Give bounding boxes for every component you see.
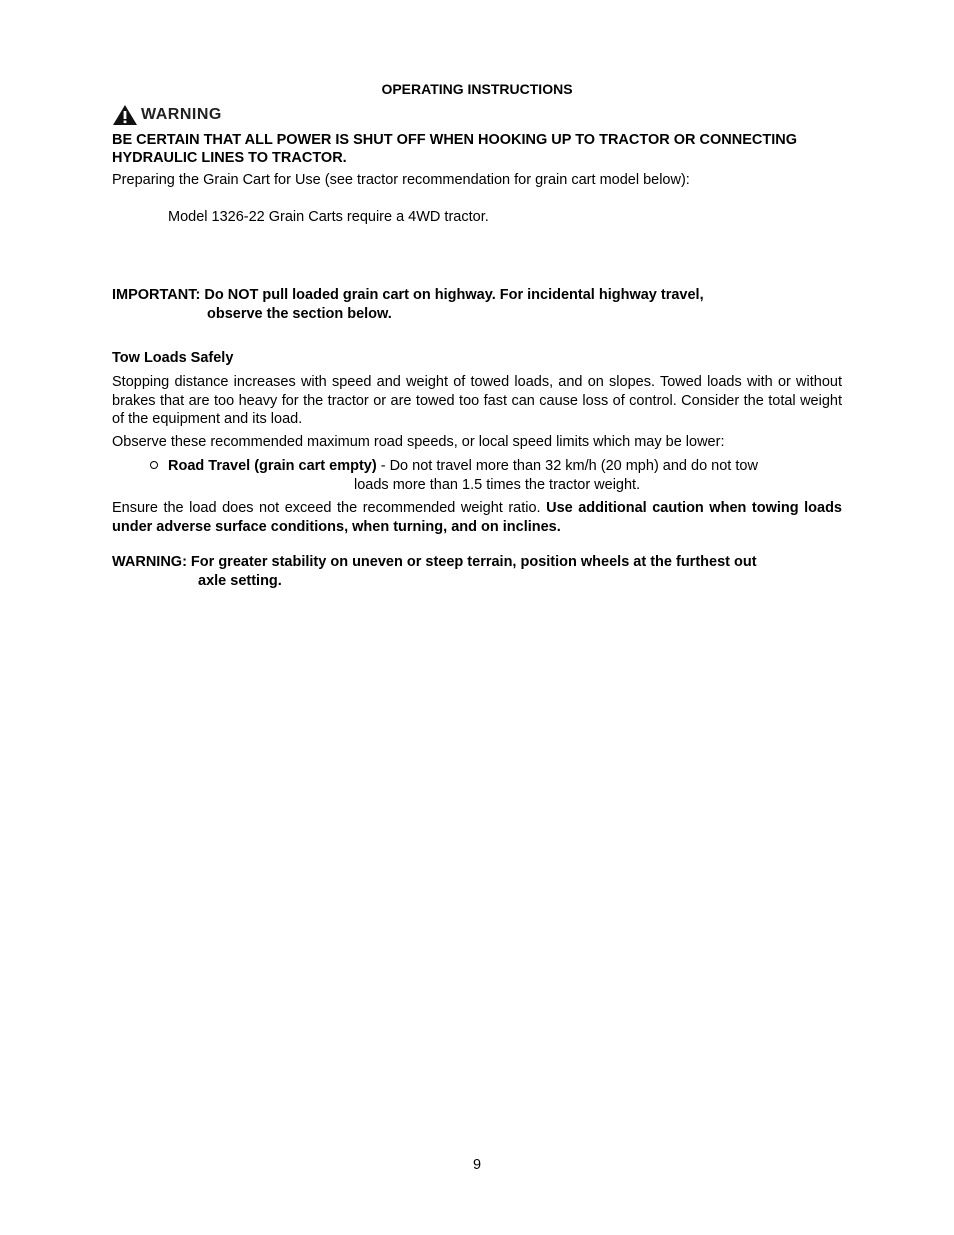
important-note-line1: IMPORTANT: Do NOT pull loaded grain cart on highway. For incidental highway travel, xyxy=(112,287,704,303)
ensure-bold-text: Use additional caution when towing loads under adverse surface conditions, when turning, and on inclines. xyxy=(112,500,842,535)
tow-section-heading: Tow Loads Safely xyxy=(112,350,234,366)
ensure-paragraph xyxy=(112,499,842,536)
tow-paragraph: Stopping distance increases with speed and weight of towed loads, and on slopes. Towed loads with or without brakes that are too heavy for the tractor or are towed too fast can cause loss of control. Consider the total weight of the equipment and its load. xyxy=(112,374,842,427)
warning-badge xyxy=(112,104,222,126)
road-travel-text: - Do not travel more than 32 km/h (20 mph) and do not tow xyxy=(376,458,758,474)
model-requirement: Model 1326-22 Grain Carts require a 4WD tractor. xyxy=(168,209,489,225)
road-travel-label: Road Travel (grain cart empty) xyxy=(168,458,377,474)
important-note-line2: observe the section below. xyxy=(207,305,392,322)
warning-statement: BE CERTAIN THAT ALL POWER IS SHUT OFF WHEN HOOKING UP TO TRACTOR OR CONNECTING HYDRAULIC LINES TO TRACTOR. xyxy=(112,132,797,166)
important-note xyxy=(112,286,852,323)
stability-warning-line2: axle setting. xyxy=(198,573,282,589)
ensure-plain-text: Ensure the load does not exceed the recommended weight ratio. xyxy=(112,500,547,516)
observe-paragraph: Observe these recommended maximum road speeds, or local speed limits which may be lower: xyxy=(112,434,725,450)
stability-warning xyxy=(112,553,852,591)
road-travel-bullet xyxy=(168,457,808,494)
road-travel-continuation: loads more than 1.5 times the tractor weight. xyxy=(354,476,641,493)
page-title: OPERATING INSTRUCTIONS xyxy=(381,81,573,97)
warning-triangle-icon xyxy=(112,104,138,126)
stability-warning-line1: WARNING: For greater stability on uneven or steep terrain, position wheels at the furthest out xyxy=(112,554,757,570)
prep-paragraph: Preparing the Grain Cart for Use (see tractor recommendation for grain cart model below): xyxy=(112,172,690,188)
bullet-circle-icon xyxy=(147,458,161,472)
page-number: 9 xyxy=(472,1157,482,1173)
warning-label: WARNING xyxy=(141,106,222,123)
